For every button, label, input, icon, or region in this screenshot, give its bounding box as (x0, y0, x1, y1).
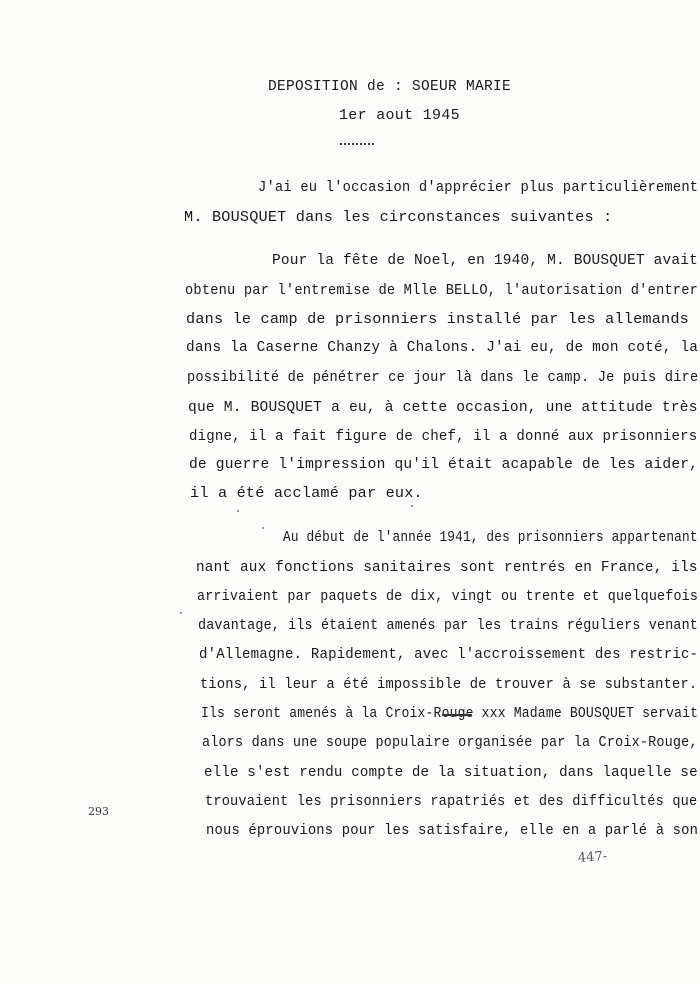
margin-note: 293 (88, 805, 109, 818)
body-line: alors dans une soupe populaire organisée par la Croix-Rouge, (202, 733, 698, 751)
strikethrough-mark (442, 714, 472, 716)
body-line: elle s'est rendu compte de la situation, dans laquelle se (204, 763, 698, 781)
body-line: trouvaient les prisonniers rapatriés et des difficultés que (205, 792, 698, 810)
body-line: obtenu par l'entremise de Mlle BELLO, l'autorisation d'entrer (185, 281, 699, 299)
body-line: Pour la fête de Noel, en 1940, M. BOUSQUET avait (272, 251, 699, 269)
paper-speck (180, 612, 182, 614)
body-line: dans le camp de prisonniers installé par les allemands (186, 310, 689, 328)
body-line: Ils seront amenés à la Croix-Rouge xxx Madame BOUSQUET servait (201, 704, 699, 722)
paper-speck (262, 527, 264, 529)
body-line: nant aux fonctions sanitaires sont rentrés en France, ils (196, 558, 698, 576)
page-number: 447- (577, 848, 608, 867)
body-line: possibilité de pénétrer ce jour là dans le camp. Je puis dire (187, 368, 699, 386)
body-line: que M. BOUSQUET a eu, à cette occasion, une attitude très (188, 398, 698, 416)
body-line: M. BOUSQUET dans les circonstances suivantes : (184, 208, 613, 226)
body-line: d'Allemagne. Rapidement, avec l'accroissement des restric- (199, 645, 699, 663)
body-line: Au début de l'année 1941, des prisonniers appartenant (283, 528, 698, 546)
body-line: digne, il a fait figure de chef, il a donné aux prisonniers (189, 427, 698, 445)
body-line: nous éprouvions pour les satisfaire, elle en a parlé à son (206, 821, 699, 839)
body-line: il a été acclamé par eux. (190, 484, 423, 502)
title-underline (340, 143, 374, 145)
body-line: J'ai eu l'occasion d'apprécier plus particulièrement (258, 178, 699, 196)
body-line: de guerre l'impression qu'il était acapable de les aider, (189, 455, 699, 473)
paper-speck (237, 510, 239, 512)
paper-speck (411, 505, 413, 507)
body-line: arrivaient par paquets de dix, vingt ou trente et quelquefois (197, 587, 699, 605)
body-line: davantage, ils étaient amenés par les trains réguliers venant (198, 616, 698, 634)
document-date: 1er aout 1945 (339, 107, 460, 124)
body-line: dans la Caserne Chanzy à Chalons. J'ai eu, de mon coté, la (186, 338, 699, 356)
document-title: DEPOSITION de : SOEUR MARIE (268, 79, 512, 95)
body-line: tions, il leur a été impossible de trouver à se substanter. (200, 675, 698, 693)
